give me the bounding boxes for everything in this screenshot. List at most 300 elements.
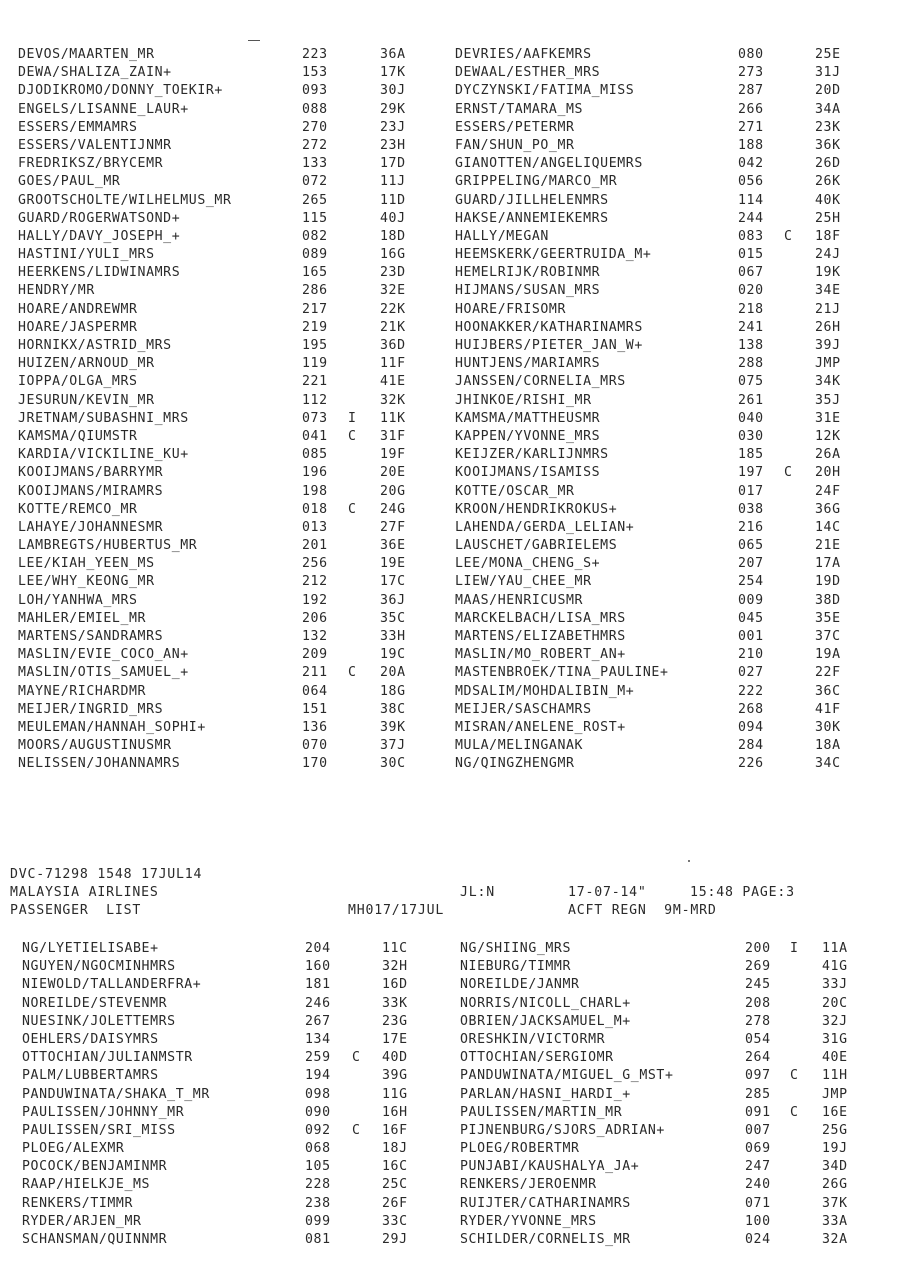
seat-number: 20D: [815, 83, 841, 99]
seat-number: 17E: [382, 1031, 408, 1047]
passenger-name: HASTINI/YULI_MRS: [18, 247, 155, 263]
passenger-name: LEE/MONA_CHENG_S+: [455, 556, 601, 572]
passenger-name: DEVOS/MAARTEN_MR: [18, 47, 155, 62]
status-flag: C: [790, 1068, 799, 1084]
passenger-row: [0, 373, 904, 391]
seat-number: 11F: [380, 356, 406, 372]
seat-number: 23H: [380, 137, 406, 153]
passenger-name: MASTENBROEK/TINA_PAULINE+: [455, 665, 669, 681]
passenger-name: LAHENDA/GERDA_LELIAN+: [455, 519, 635, 535]
sequence-number: 071: [745, 1195, 771, 1211]
sequence-number: 217: [302, 301, 328, 317]
passenger-name: LEE/KIAH_YEEN_MS: [18, 556, 155, 572]
sequence-number: 133: [302, 156, 328, 172]
passenger-name: NOREILDE/STEVENMR: [22, 995, 168, 1011]
seat-number: 39K: [380, 719, 406, 735]
sequence-number: 286: [302, 283, 328, 299]
passenger-name: KARDIA/VICKILINE_KU+: [18, 447, 189, 463]
sequence-number: 196: [302, 465, 328, 481]
passenger-name: RENKERS/JEROENMR: [460, 1177, 597, 1193]
passenger-name: GUARD/JILLHELENMRS: [455, 192, 609, 208]
passenger-row: [0, 1031, 904, 1049]
passenger-name: PAULISSEN/MARTIN_MR: [460, 1104, 623, 1120]
seat-number: 30K: [815, 719, 841, 735]
seat-number: 40J: [380, 210, 406, 226]
passenger-name: MARCKELBACH/LISA_MRS: [455, 610, 626, 626]
sequence-number: 198: [302, 483, 328, 499]
sequence-number: 013: [302, 519, 328, 535]
seat-number: 31E: [815, 410, 841, 426]
seat-number: 25G: [822, 1122, 848, 1138]
seat-number: 32H: [382, 959, 408, 975]
seat-number: 35C: [380, 610, 406, 626]
passenger-name: HOARE/JASPERMR: [18, 319, 138, 335]
sequence-number: 200: [745, 941, 771, 956]
sequence-number: 105: [305, 1159, 331, 1175]
sequence-number: 132: [302, 629, 328, 644]
passenger-row: [0, 282, 904, 300]
passenger-name: DYCZYNSKI/FATIMA_MISS: [455, 83, 635, 99]
sequence-number: 221: [302, 374, 328, 390]
passenger-name: JRETNAM/SUBASHNI_MRS: [18, 410, 189, 426]
passenger-row: [0, 1176, 904, 1194]
passenger-name: PUNJABI/KAUSHALYA_JA+: [460, 1159, 640, 1175]
passenger-name: JANSSEN/CORNELIA_MRS: [455, 374, 626, 390]
passenger-name: PLOEG/ROBERTMR: [460, 1141, 580, 1157]
passenger-name: MDSALIM/MOHDALIBIN_M+: [455, 683, 635, 699]
seat-number: 20E: [380, 465, 406, 481]
sequence-number: 015: [738, 247, 764, 263]
passenger-name: NOREILDE/JANMR: [460, 977, 580, 993]
seat-number: JMP: [815, 356, 841, 372]
seat-number: 19D: [815, 574, 841, 590]
seat-number: 32A: [822, 1232, 848, 1247]
passenger-name: GUARD/ROGERWATSOND+: [18, 210, 181, 226]
status-flag: C: [784, 228, 793, 244]
seat-number: 21J: [815, 301, 841, 317]
seat-number: 24J: [815, 247, 841, 263]
jl-indicator: JL:N: [460, 885, 495, 900]
sequence-number: 185: [738, 447, 764, 463]
sequence-number: 119: [302, 356, 328, 372]
seat-number: 20H: [815, 465, 841, 481]
sequence-number: 007: [745, 1122, 771, 1138]
sequence-number: 064: [302, 683, 328, 699]
passenger-row: [0, 101, 904, 119]
passenger-name: POCOCK/BENJAMINMR: [22, 1159, 168, 1175]
sequence-number: 083: [738, 228, 764, 244]
passenger-name: KAMSMA/MATTHEUSMR: [455, 410, 601, 426]
seat-number: 11A: [822, 941, 848, 956]
seat-number: 26H: [815, 319, 841, 335]
sequence-number: 065: [738, 538, 764, 554]
passenger-name: NORRIS/NICOLL_CHARL+: [460, 995, 631, 1011]
passenger-name: DEVRIES/AAFKEMRS: [455, 47, 592, 62]
passenger-row: [0, 1158, 904, 1176]
seat-number: 18G: [380, 683, 406, 699]
passenger-row: [0, 1067, 904, 1085]
passenger-name: PAULISSEN/SRI_MISS: [22, 1122, 176, 1138]
sequence-number: 269: [745, 959, 771, 975]
seat-number: 26D: [815, 156, 841, 172]
passenger-row: [0, 737, 904, 755]
sequence-number: 027: [738, 665, 764, 681]
passenger-name: HEMELRIJK/ROBINMR: [455, 265, 601, 281]
sequence-number: 089: [302, 247, 328, 263]
airline-name: MALAYSIA AIRLINES: [10, 885, 159, 900]
seat-number: 11K: [380, 410, 406, 426]
passenger-row: [0, 537, 904, 555]
sequence-number: 265: [302, 192, 328, 208]
sequence-number: 097: [745, 1068, 771, 1084]
passenger-name: NELISSEN/JOHANNAMRS: [18, 756, 181, 772]
passenger-name: PIJNENBURG/SJORS_ADRIAN+: [460, 1122, 665, 1138]
seat-number: 30J: [380, 83, 406, 99]
seat-number: 33K: [382, 995, 408, 1011]
passenger-row: [0, 701, 904, 719]
passenger-name: PARLAN/HASNI_HARDI_+: [460, 1086, 631, 1102]
sequence-number: 136: [302, 719, 328, 735]
seat-number: 11H: [822, 1068, 848, 1084]
seat-number: 31G: [822, 1031, 848, 1047]
seat-number: 33A: [822, 1213, 848, 1229]
passenger-name: KOOIJMANS/ISAMISS: [455, 465, 601, 481]
sequence-number: 197: [738, 465, 764, 481]
seat-number: 29K: [380, 101, 406, 117]
seat-number: 35J: [815, 392, 841, 408]
seat-number: 11J: [380, 174, 406, 190]
passenger-name: MAHLER/EMIEL_MR: [18, 610, 147, 626]
passenger-row: [0, 210, 904, 228]
seat-number: 34K: [815, 374, 841, 390]
seat-number: 25E: [815, 47, 841, 62]
passenger-name: ESSERS/VALENTIJNMR: [18, 137, 172, 153]
sequence-number: 045: [738, 610, 764, 626]
passenger-row: [0, 410, 904, 428]
seat-number: 30C: [380, 756, 406, 772]
sequence-number: 100: [745, 1213, 771, 1229]
seat-number: 23G: [382, 1013, 408, 1029]
seat-number: 36G: [815, 501, 841, 517]
passenger-row: [0, 355, 904, 373]
passenger-name: HEEMSKERK/GEERTRUIDA_M+: [455, 247, 652, 263]
passenger-table-top: [0, 46, 904, 774]
sequence-number: 271: [738, 119, 764, 135]
sequence-number: 188: [738, 137, 764, 153]
sequence-number: 099: [305, 1213, 331, 1229]
passenger-name: MARTENS/ELIZABETHMRS: [455, 629, 626, 644]
passenger-name: DEWAAL/ESTHER_MRS: [455, 65, 601, 81]
passenger-name: HALLY/DAVY_JOSEPH_+: [18, 228, 181, 244]
sequence-number: 181: [305, 977, 331, 993]
status-flag: C: [352, 1122, 361, 1138]
passenger-row: [0, 592, 904, 610]
sequence-number: 054: [745, 1031, 771, 1047]
seat-number: 23D: [380, 265, 406, 281]
sequence-number: 082: [302, 228, 328, 244]
sequence-number: 246: [305, 995, 331, 1011]
sequence-number: 134: [305, 1031, 331, 1047]
seat-number: 36J: [380, 592, 406, 608]
sequence-number: 024: [745, 1232, 771, 1247]
seat-number: 19K: [815, 265, 841, 281]
passenger-row: [0, 610, 904, 628]
passenger-row: [0, 119, 904, 137]
sequence-number: 284: [738, 738, 764, 754]
sequence-number: 112: [302, 392, 328, 408]
flight-number: MH017/17JUL: [348, 903, 445, 918]
passenger-row: [0, 1213, 904, 1231]
passenger-row: [0, 155, 904, 173]
seat-number: 24F: [815, 483, 841, 499]
sequence-number: 138: [738, 338, 764, 353]
sequence-number: 285: [745, 1086, 771, 1102]
passenger-name: PLOEG/ALEXMR: [22, 1141, 125, 1157]
sequence-number: 038: [738, 501, 764, 517]
page-header: [0, 866, 904, 922]
passenger-row: [0, 192, 904, 210]
passenger-name: HIJMANS/SUSAN_MRS: [455, 283, 601, 299]
stray-mark: [688, 860, 690, 862]
seat-number: 36E: [380, 538, 406, 554]
passenger-row: [0, 958, 904, 976]
passenger-row: [0, 392, 904, 410]
seat-number: 11C: [382, 941, 408, 956]
seat-number: 34D: [822, 1159, 848, 1175]
seat-number: 41E: [380, 374, 406, 390]
passenger-row: [0, 1122, 904, 1140]
passenger-name: PANDUWINATA/SHAKA_T_MR: [22, 1086, 210, 1102]
passenger-name: KEIJZER/KARLIJNMRS: [455, 447, 609, 463]
sequence-number: 091: [745, 1104, 771, 1120]
sequence-number: 245: [745, 977, 771, 993]
seat-number: 38C: [380, 701, 406, 717]
passenger-name: HOARE/ANDREWMR: [18, 301, 138, 317]
seat-number: 26G: [822, 1177, 848, 1193]
sequence-number: 264: [745, 1050, 771, 1066]
passenger-name: HUIZEN/ARNOUD_MR: [18, 356, 155, 372]
passenger-name: NG/QINGZHENGMR: [455, 756, 575, 772]
seat-number: 11G: [382, 1086, 408, 1102]
seat-number: 36C: [815, 683, 841, 699]
seat-number: 23J: [380, 119, 406, 135]
seat-number: 26F: [382, 1195, 408, 1211]
seat-number: 25H: [815, 210, 841, 226]
sequence-number: 041: [302, 428, 328, 444]
passenger-name: MOORS/AUGUSTINUSMR: [18, 738, 172, 754]
sequence-number: 042: [738, 156, 764, 172]
seat-number: 40E: [822, 1050, 848, 1066]
passenger-name: GIANOTTEN/ANGELIQUEMRS: [455, 156, 643, 172]
sequence-number: 272: [302, 137, 328, 153]
sequence-number: 030: [738, 428, 764, 444]
seat-number: 39J: [815, 338, 841, 353]
passenger-row: [0, 664, 904, 682]
seat-number: 34E: [815, 283, 841, 299]
passenger-row: [0, 82, 904, 100]
seat-number: 22F: [815, 665, 841, 681]
passenger-name: HENDRY/MR: [18, 283, 95, 299]
passenger-row: [0, 555, 904, 573]
seat-number: 19C: [380, 647, 406, 663]
passenger-name: KAMSMA/QIUMSTR: [18, 428, 138, 444]
stray-mark: [248, 40, 260, 41]
seat-number: 20C: [822, 995, 848, 1011]
status-flag: C: [352, 1050, 361, 1066]
passenger-name: HAKSE/ANNEMIEKEMRS: [455, 210, 609, 226]
passenger-row: [0, 428, 904, 446]
sequence-number: 247: [745, 1159, 771, 1175]
seat-number: 17K: [380, 65, 406, 81]
seat-number: 17A: [815, 556, 841, 572]
passenger-row: [0, 483, 904, 501]
passenger-name: PANDUWINATA/MIGUEL_G_MST+: [460, 1068, 674, 1084]
sequence-number: 093: [302, 83, 328, 99]
passenger-name: SCHILDER/CORNELIS_MR: [460, 1232, 631, 1247]
passenger-name: LAHAYE/JOHANNESMR: [18, 519, 164, 535]
passenger-name: NIEWOLD/TALLANDERFRA+: [22, 977, 202, 993]
sequence-number: 206: [302, 610, 328, 626]
sequence-number: 072: [302, 174, 328, 190]
passenger-table-bottom: [0, 940, 904, 1249]
sequence-number: 081: [305, 1232, 331, 1247]
seat-number: 41F: [815, 701, 841, 717]
sequence-number: 195: [302, 338, 328, 353]
passenger-name: HOARE/FRISOMR: [455, 301, 567, 317]
passenger-row: [0, 64, 904, 82]
seat-number: 11D: [380, 192, 406, 208]
passenger-name: KROON/HENDRIKROKUS+: [455, 501, 618, 517]
sequence-number: 160: [305, 959, 331, 975]
seat-number: 12K: [815, 428, 841, 444]
seat-number: 41G: [822, 959, 848, 975]
passenger-name: MASLIN/EVIE_COCO_AN+: [18, 647, 189, 663]
sequence-number: 219: [302, 319, 328, 335]
seat-number: 38D: [815, 592, 841, 608]
sequence-number: 009: [738, 592, 764, 608]
seat-number: 21K: [380, 319, 406, 335]
sequence-number: 153: [302, 65, 328, 81]
passenger-name: RYDER/YVONNE_MRS: [460, 1213, 597, 1229]
list-title: PASSENGER LIST: [10, 903, 142, 918]
passenger-name: LAUSCHET/GABRIELEMS: [455, 538, 618, 554]
sequence-number: 069: [745, 1141, 771, 1157]
status-flag: C: [348, 501, 357, 517]
sequence-number: 210: [738, 647, 764, 663]
passenger-name: SCHANSMAN/QUINNMR: [22, 1232, 168, 1247]
passenger-row: [0, 995, 904, 1013]
sequence-number: 267: [305, 1013, 331, 1029]
sequence-number: 240: [745, 1177, 771, 1193]
passenger-row: [0, 719, 904, 737]
seat-number: 33J: [822, 977, 848, 993]
passenger-name: NG/SHIING_MRS: [460, 941, 572, 956]
passenger-row: [0, 940, 904, 958]
passenger-row: [0, 46, 904, 64]
seat-number: 40D: [382, 1050, 408, 1066]
seat-number: 16G: [380, 247, 406, 263]
passenger-name: HALLY/MEGAN: [455, 228, 549, 244]
passenger-row: [0, 337, 904, 355]
sequence-number: 070: [302, 738, 328, 754]
passenger-name: FREDRIKSZ/BRYCEMR: [18, 156, 164, 172]
passenger-name: RAAP/HIELKJE_MS: [22, 1177, 151, 1193]
seat-number: 16H: [382, 1104, 408, 1120]
status-flag: I: [790, 941, 799, 956]
seat-number: 35E: [815, 610, 841, 626]
passenger-name: MAAS/HENRICUSMR: [455, 592, 584, 608]
passenger-row: [0, 1104, 904, 1122]
sequence-number: 288: [738, 356, 764, 372]
seat-number: 36A: [380, 47, 406, 62]
sequence-number: 075: [738, 374, 764, 390]
passenger-row: [0, 464, 904, 482]
passenger-name: FAN/SHUN_PO_MR: [455, 137, 575, 153]
seat-number: 21E: [815, 538, 841, 554]
passenger-row: [0, 137, 904, 155]
sequence-number: 244: [738, 210, 764, 226]
sequence-number: 165: [302, 265, 328, 281]
seat-number: 19F: [380, 447, 406, 463]
passenger-name: ENGELS/LISANNE_LAUR+: [18, 101, 189, 117]
seat-number: 18J: [382, 1141, 408, 1157]
passenger-name: KOTTE/REMCO_MR: [18, 501, 138, 517]
seat-number: 37J: [380, 738, 406, 754]
sequence-number: 222: [738, 683, 764, 699]
sequence-number: 194: [305, 1068, 331, 1084]
sequence-number: 017: [738, 483, 764, 499]
status-flag: C: [348, 428, 357, 444]
passenger-row: [0, 264, 904, 282]
sequence-number: 256: [302, 556, 328, 572]
passenger-name: KOOIJMANS/MIRAMRS: [18, 483, 164, 499]
passenger-name: OEHLERS/DAISYMRS: [22, 1031, 159, 1047]
seat-number: 20G: [380, 483, 406, 499]
passenger-name: MULA/MELINGANAK: [455, 738, 584, 754]
passenger-row: [0, 301, 904, 319]
sequence-number: 067: [738, 265, 764, 281]
passenger-name: KOTTE/OSCAR_MR: [455, 483, 575, 499]
passenger-row: [0, 573, 904, 591]
seat-number: 16D: [382, 977, 408, 993]
passenger-name: NG/LYETIELISABE+: [22, 941, 159, 956]
sequence-number: 073: [302, 410, 328, 426]
seat-number: 37C: [815, 629, 841, 644]
sequence-number: 085: [302, 447, 328, 463]
seat-number: 34C: [815, 756, 841, 772]
passenger-row: [0, 501, 904, 519]
passenger-row: [0, 1195, 904, 1213]
passenger-row: [0, 628, 904, 646]
seat-number: 22K: [380, 301, 406, 317]
passenger-row: [0, 228, 904, 246]
passenger-row: [0, 446, 904, 464]
passenger-name: KAPPEN/YVONNE_MRS: [455, 428, 601, 444]
print-date: 17-07-14": [568, 885, 647, 900]
sequence-number: 040: [738, 410, 764, 426]
passenger-name: RYDER/ARJEN_MR: [22, 1213, 142, 1229]
sequence-number: 211: [302, 665, 328, 681]
seat-number: 24G: [380, 501, 406, 517]
passenger-row: [0, 173, 904, 191]
seat-number: 14C: [815, 519, 841, 535]
passenger-name: LOH/YANHWA_MRS: [18, 592, 138, 608]
sequence-number: 018: [302, 501, 328, 517]
passenger-name: MARTENS/SANDRAMRS: [18, 629, 164, 644]
seat-number: 19E: [380, 556, 406, 572]
sequence-number: 088: [302, 101, 328, 117]
passenger-row: [0, 1049, 904, 1067]
